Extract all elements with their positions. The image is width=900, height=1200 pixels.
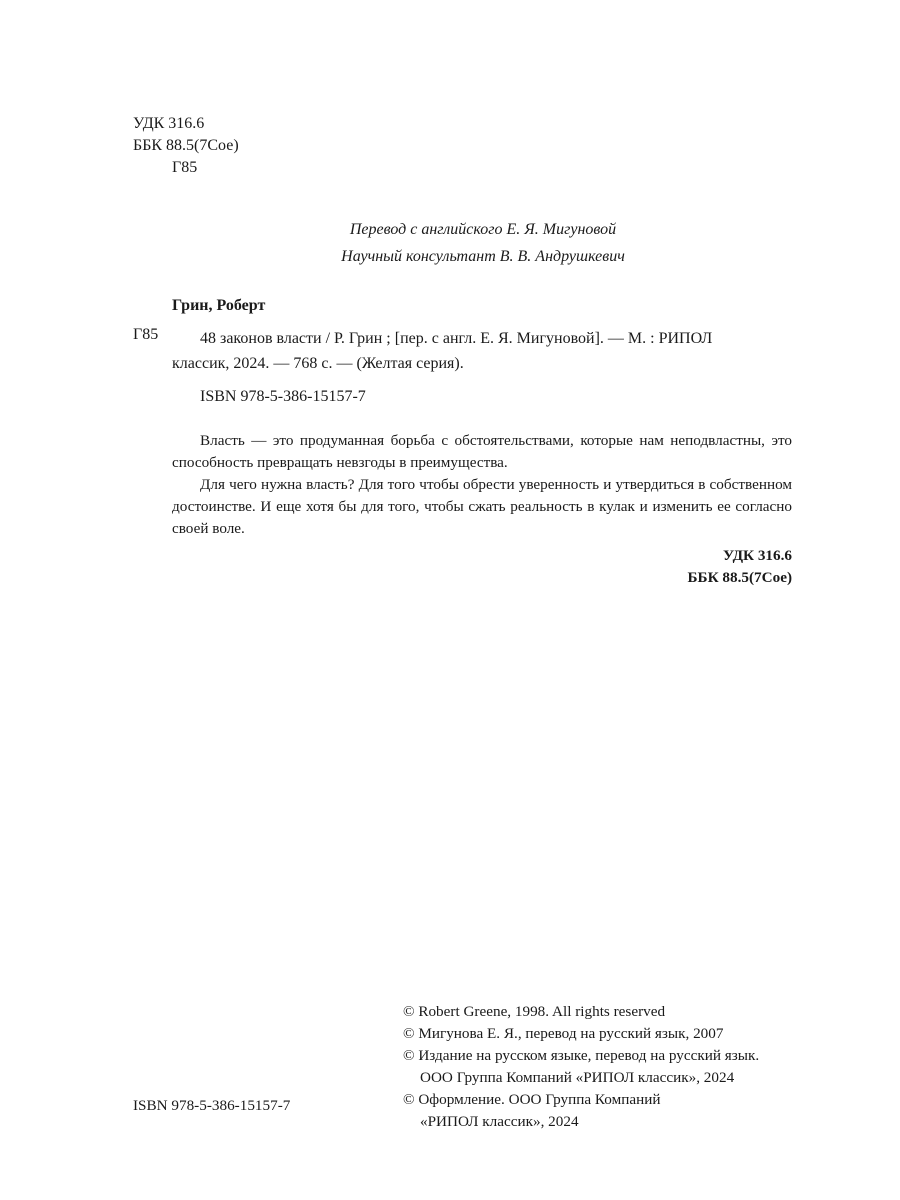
author-mark: Г85 xyxy=(172,159,198,176)
annotation xyxy=(172,430,792,540)
classification-top xyxy=(133,113,239,179)
bbk-code: ББК 88.5(7Сое) xyxy=(133,137,239,154)
udk-code: УДК 316.6 xyxy=(133,115,205,132)
isbn-footer: ISBN 978-5-386-15157-7 xyxy=(133,1097,291,1114)
udk-code-bottom: УДК 316.6 xyxy=(722,547,792,564)
copyright-line: © Robert Greene, 1998. All rights reserved xyxy=(403,1003,666,1020)
copyright-line: © Оформление. ООО Группа Компаний xyxy=(403,1091,661,1108)
call-code: Г85 xyxy=(133,326,159,343)
copyright-line: «РИПОЛ классик», 2024 xyxy=(420,1113,579,1130)
author-heading: Грин, Роберт xyxy=(172,297,266,314)
copyright-line: © Мигунова Е. Я., перевод на русский язык, 2007 xyxy=(403,1025,724,1042)
copyright-line: ООО Группа Компаний «РИПОЛ классик», 2024 xyxy=(420,1069,735,1086)
bib-line-1: 48 законов власти / Р. Грин ; [пер. с англ. Е. Я. Мигуновой]. — М. : РИПОЛ xyxy=(200,330,713,347)
translator-credit: Перевод с английского Е. Я. Мигуновой xyxy=(349,221,617,238)
classification-bottom xyxy=(688,545,792,589)
bib-line-2: классик, 2024. — 768 с. — (Желтая серия). xyxy=(172,355,464,372)
annotation-paragraph-1: Власть — это продуманная борьба с обстоятельствами, которые нам неподвластны, это способность превращать невзгоды в преимущества. xyxy=(172,432,792,471)
bibliographic-description xyxy=(172,326,792,376)
annotation-paragraph-2: Для чего нужна власть? Для того чтобы обрести уверенность и утвердиться в собственном достоинстве. И еще хотя бы для того, чтобы сжать реальность в кулак и изменить ее согласно своей воле. xyxy=(172,476,792,537)
copyright-line: © Издание на русском языке, перевод на русский язык. xyxy=(403,1047,760,1064)
copyright-block xyxy=(403,1001,759,1133)
consultant-credit: Научный консультант В. В. Андрушкевич xyxy=(341,248,625,265)
credits-block xyxy=(318,216,648,270)
bbk-code-bottom: ББК 88.5(7Сое) xyxy=(687,569,792,586)
isbn-main: ISBN 978-5-386-15157-7 xyxy=(200,388,366,405)
